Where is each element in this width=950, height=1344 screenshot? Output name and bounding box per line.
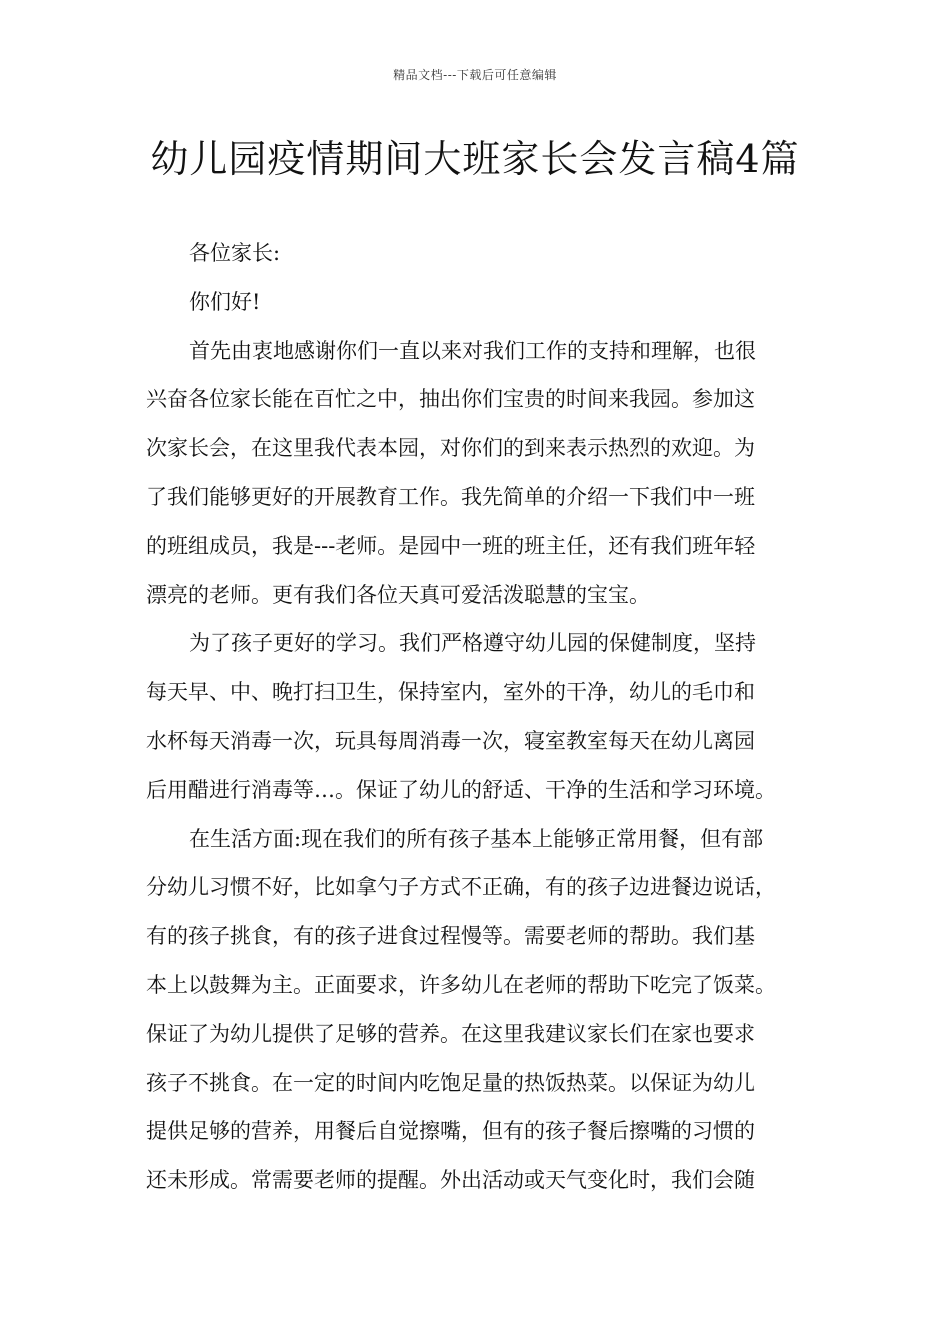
- document-body: [146, 229, 822, 1205]
- paragraph-1-line-6: 漂亮的老师。更有我们各位天真可爱活泼聪慧的宝宝。: [146, 582, 650, 607]
- paragraph-1-line-3: 次家长会，在这里我代表本园，对你们的到来表示热烈的欢迎。为: [146, 436, 755, 461]
- paragraph-3-line-4: 本上以鼓舞为主。正面要求，许多幼儿在老师的帮助下吃完了饭菜。: [146, 972, 776, 997]
- paragraph-2-line-2: 每天早、中、晚打扫卫生，保持室内，室外的干净，幼儿的毛巾和: [146, 680, 755, 705]
- paragraph-3-line-5: 保证了为幼儿提供了足够的营养。在这里我建议家长们在家也要求: [146, 1021, 755, 1046]
- paragraph-3-line-3: 有的孩子挑食，有的孩子进食过程慢等。需要老师的帮助。我们基: [146, 924, 755, 949]
- paragraph-3-line-7: 提供足够的营养，用餐后自觉擦嘴，但有的孩子餐后擦嘴的习惯的: [146, 1119, 755, 1144]
- paragraph-1-line-4: 了我们能够更好的开展教育工作。我先简单的介绍一下我们中一班: [146, 484, 755, 509]
- greeting-line: 各位家长:: [189, 241, 281, 265]
- salutation-line: 你们好!: [189, 289, 261, 314]
- paragraph-1-line-2: 兴奋各位家长能在百忙之中，抽出你们宝贵的时间来我园。参加这: [146, 387, 755, 412]
- paragraph-1-line-5: 的班组成员，我是---老师。是园中一班的班主任，还有我们班年轻: [146, 533, 756, 558]
- header-note: 精品文档---下载后可任意编辑: [393, 68, 557, 82]
- paragraph-2-line-1: 为了孩子更好的学习。我们严格遵守幼儿园的保健制度，坚持: [189, 631, 756, 656]
- paragraph-1-line-1: 首先由衷地感谢你们一直以来对我们工作的支持和理解，也很: [189, 338, 756, 363]
- paragraph-3-line-6: 孩子不挑食。在一定的时间内吃饱足量的热饭热菜。以保证为幼儿: [146, 1070, 755, 1095]
- paragraph-3-line-8: 还未形成。常需要老师的提醒。外出活动或天气变化时，我们会随: [146, 1168, 755, 1193]
- paragraph-2-line-3: 水杯每天消毒一次，玩具每周消毒一次，寝室教室每天在幼儿离园: [146, 728, 755, 753]
- paragraph-2-line-4: 后用醋进行消毒等…。保证了幼儿的舒适、干净的生活和学习环境。: [146, 777, 776, 802]
- document-title: 幼儿园疫情期间大班家长会发言稿4篇: [150, 137, 800, 181]
- paragraph-3-line-1: 在生活方面:现在我们的所有孩子基本上能够正常用餐，但有部: [189, 826, 764, 851]
- paragraph-3-line-2: 分幼儿习惯不好，比如拿勺子方式不正确，有的孩子边进餐边说话，: [146, 875, 776, 900]
